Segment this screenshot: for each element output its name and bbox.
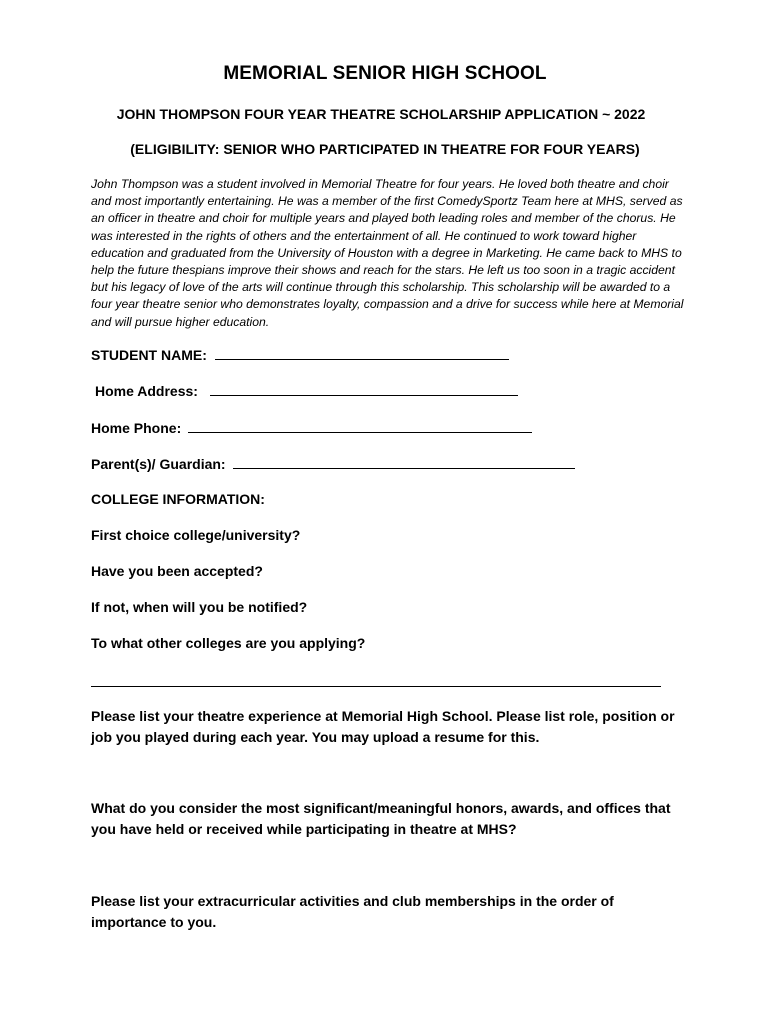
other-colleges-question: To what other colleges are you applying? <box>91 635 366 651</box>
guardian-input-line[interactable] <box>233 456 575 469</box>
home-address-input-line[interactable] <box>210 383 518 396</box>
guardian-field <box>91 456 575 472</box>
guardian-label: Parent(s)/ Guardian: <box>91 456 226 472</box>
home-phone-input-line[interactable] <box>188 420 532 433</box>
scholarship-description: John Thompson was a student involved in Memorial Theatre for four years. He loved both theatre and choir and most importantly entertaining. He was a member of the first ComedySportz Team here at MHS, served as an officer in theatre and choir for multiple years and played both leading roles and member of the chorus. He was interested in the rights of others and the entertainment of all. He continued to work toward higher education and graduated from the University of Houston with a degree in Marketing. He came back to MHS to help the future thespians improve their shows and reach for the stars. He left us too soon in a tragic accident but his legacy of love of the arts will continue through this scholarship. This scholarship will be awarded to a four year theatre senior who demonstrates loyalty, compassion and a drive for success while here at Memorial and will pursue higher education. <box>91 177 684 329</box>
application-title: JOHN THOMPSON FOUR YEAR THEATRE SCHOLARSHIP APPLICATION ~ 2022 <box>116 106 646 122</box>
home-phone-field <box>91 420 532 436</box>
theatre-experience-question: Please list your theatre experience at Memorial High School. Please list role, position or job you played during each year. You may upload a resume for this. <box>91 708 675 745</box>
eligibility-note: (ELIGIBILITY: SENIOR WHO PARTICIPATED IN THEATRE FOR FOUR YEARS) <box>130 141 640 157</box>
other-colleges-answer-line[interactable] <box>91 686 661 687</box>
home-phone-label: Home Phone: <box>91 420 182 436</box>
home-address-field <box>95 383 518 399</box>
activities-question: Please list your extracurricular activities and club memberships in the order of importance to you. <box>91 893 614 930</box>
school-title: MEMORIAL SENIOR HIGH SCHOOL <box>223 63 547 84</box>
honors-question: What do you consider the most significant/meaningful honors, awards, and offices that you have held or received while participating in theatre at MHS? <box>91 800 671 837</box>
student-name-input-line[interactable] <box>215 347 509 360</box>
accepted-question: Have you been accepted? <box>91 563 263 579</box>
first-choice-question: First choice college/university? <box>91 527 301 543</box>
student-name-field <box>91 347 509 363</box>
student-name-label: STUDENT NAME: <box>91 347 207 363</box>
notified-question: If not, when will you be notified? <box>91 599 308 615</box>
home-address-label: Home Address: <box>95 383 198 399</box>
college-info-heading: COLLEGE INFORMATION: <box>91 491 265 507</box>
